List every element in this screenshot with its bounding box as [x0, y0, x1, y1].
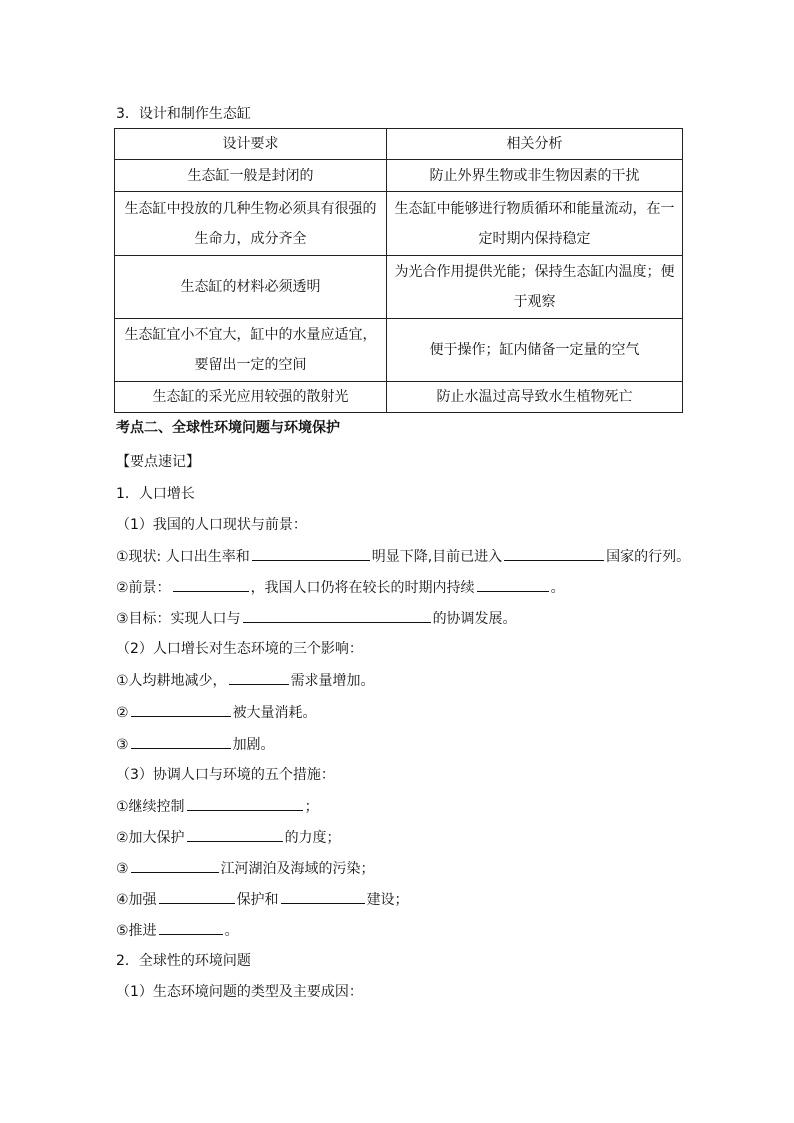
table-row: [115, 382, 683, 413]
key-points-heading: 【要点速记】: [116, 454, 200, 470]
subheading-influences: （2）人口增长对生态环境的三个影响：: [116, 641, 363, 657]
table-header: 设计要求: [115, 129, 387, 160]
table-cell: 生态缸的材料必须透明: [115, 256, 387, 319]
fill-blank[interactable]: [477, 577, 549, 592]
prospect-line: ②前景： ，我国人口仍将在较长的时期内持续 。: [116, 577, 565, 598]
measure-3: ③ 江河湖泊及海域的污染；: [116, 858, 375, 879]
fill-blank[interactable]: [281, 889, 365, 904]
measure-5: ⑤推进 。: [116, 920, 239, 941]
table-cell: 生态缸中投放的几种生物必须具有很强的生命力，成分齐全: [115, 192, 387, 256]
table-header: 相关分析: [387, 129, 683, 160]
fill-blank[interactable]: [504, 546, 604, 561]
table-cell: 生态缸中能够进行物质循环和能量流动，在一定时期内保持稳定: [387, 192, 683, 256]
measure-4: ④加强 保护和 建设；: [116, 889, 409, 910]
influence-3: ③ 加剧。: [116, 734, 275, 755]
subheading-status: （1）我国的人口现状与前景：: [116, 517, 307, 533]
fill-blank[interactable]: [131, 734, 231, 749]
ecosystem-tank-table: [114, 128, 683, 413]
table-cell: 为光合作用提供光能；保持生态缸内温度；便于观察: [387, 256, 683, 319]
global-issues-heading: 2．全球性的环境问题: [116, 953, 251, 969]
table-row: [115, 160, 683, 192]
goal-line: ③目标：实现人口与 的协调发展。: [116, 608, 517, 629]
table-cell: 生态缸一般是封闭的: [115, 160, 387, 192]
fill-blank[interactable]: [159, 920, 223, 935]
table-row: [115, 256, 683, 319]
influence-1: ①人均耕地减少， 需求量增加。: [116, 670, 375, 691]
fill-blank[interactable]: [173, 577, 249, 592]
kaodian-heading: 考点二、全球性环境问题与环境保护: [116, 420, 340, 436]
status-line: ①现状: 人口出生率和 明显下降,目前已进入 国家的行列。: [116, 546, 690, 567]
measure-2: ②加大保护 的力度；: [116, 827, 341, 848]
table-cell: 防止外界生物或非生物因素的干扰: [387, 160, 683, 192]
table-row: [115, 319, 683, 382]
fill-blank[interactable]: [243, 608, 431, 623]
subheading-measures: （3）协调人口与环境的五个措施：: [116, 767, 335, 783]
table-row: [115, 192, 683, 256]
table-cell: 便于操作；缸内储备一定量的空气: [387, 319, 683, 382]
subheading-types: （1）生态环境问题的类型及主要成因：: [116, 984, 363, 1000]
fill-blank[interactable]: [187, 796, 303, 811]
table-header-row: [115, 129, 683, 160]
fill-blank[interactable]: [131, 858, 219, 873]
measure-1: ①继续控制 ；: [116, 796, 319, 817]
fill-blank[interactable]: [187, 827, 283, 842]
section-3-title: 3．设计和制作生态缸: [116, 106, 251, 122]
population-growth-heading: 1．人口增长: [116, 486, 195, 502]
fill-blank[interactable]: [159, 889, 235, 904]
fill-blank[interactable]: [252, 546, 370, 561]
fill-blank[interactable]: [229, 670, 289, 685]
influence-2: ② 被大量消耗。: [116, 702, 317, 723]
table-cell: 生态缸宜小不宜大，缸中的水量应适宜，要留出一定的空间: [115, 319, 387, 382]
table-cell: 防止水温过高导致水生植物死亡: [387, 382, 683, 413]
fill-blank[interactable]: [131, 702, 231, 717]
table-cell: 生态缸的采光应用较强的散射光: [115, 382, 387, 413]
